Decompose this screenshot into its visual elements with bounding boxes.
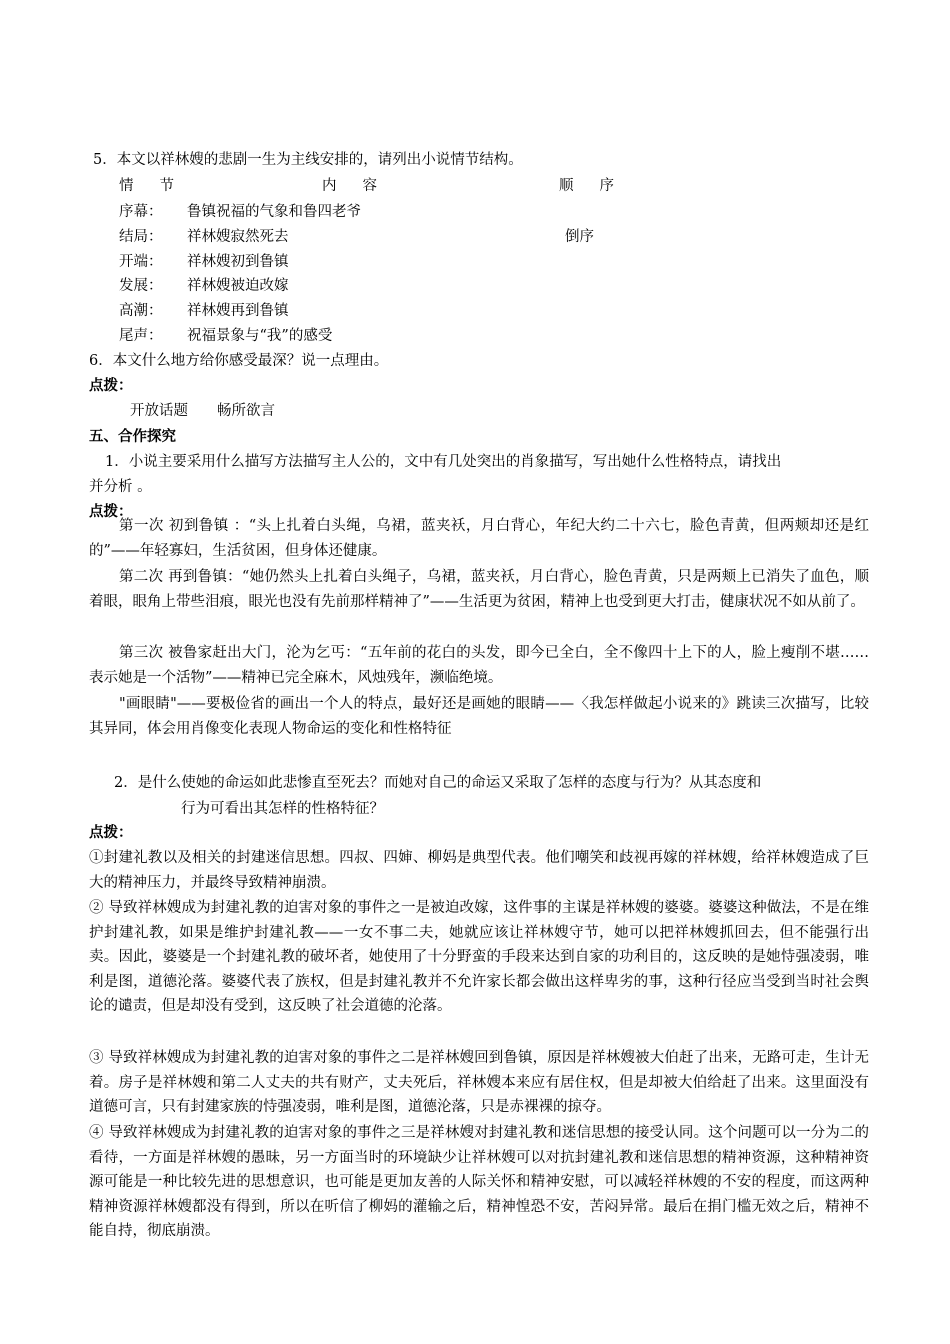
plot-label: 尾声：	[119, 328, 163, 344]
question-5: 5．本文以祥林嫂的悲剧一生为主线安排的，请列出小说情节结构。	[93, 152, 523, 168]
portrait-first: 第一次 初到鲁镇 ：“头上扎着白头绳，乌裙，蓝夹袄，月白背心，年纪大约二十六七，脸色青黄，但两颊却还是红的”——年轻寡妇，生活贫困，但身体还健康。	[89, 518, 869, 559]
portrait-third: 第三次 被鲁家赶出大门，沦为乞丐：“五年前的花白的头发，即今已全白，全不像四十上下的人，脸上瘦削不堪……表示她是一个活物”——精神已完全麻木，风烛残年，濒临绝境。	[89, 645, 869, 686]
portrait-second: 第二次 再到鲁镇：“她仍然头上扎着白头绳子，乌裙，蓝夹袄，月白背心，脸色青黄，只是两颊上已消失了血色，顺着眼，眼角上带些泪痕，眼光也没有先前那样精神了”——生活更为贫困，精神上也受到更大打击，健康状况不如从前了。	[89, 569, 869, 610]
question-5-1-line1: 1．小说主要采用什么描写方法描写主人公的，文中有几处突出的肖象描写，写出她什么性格特点，请找出	[105, 454, 782, 470]
plot-label: 结局：	[119, 229, 163, 245]
question-5-2-line2: 行为可看出其怎样的性格特征？	[181, 801, 384, 817]
hint-label: 点拨：	[89, 824, 133, 841]
hint-answer: 开放话题 畅所欲言	[130, 403, 275, 419]
answer-2: ② 导致祥林嫂成为封建礼教的迫害对象的事件之一是被迫改嫁，这件事的主谋是祥林嫂的婆婆。婆婆这种做法，不是在维护封建礼教，如果是维护封建礼教——一女不事二夫，她就应该让祥林嫂守节，她可以把祥林嫂抓回去，但不能强行出卖。因此，婆婆是一个封建礼教的破坏者，她使用了十分野蛮的手段来达到自家的功利目的，这反映的是她恃强凌弱，唯利是图，道德沦落。婆婆代表了族权，但是封建礼教并不允许家长都会做出这样卑劣的事，这种行径应当受到当时社会舆论的谴责，但是却没有受到，这反映了社会道德的沦落。	[89, 900, 869, 1015]
plot-content: 祥林嫂寂然死去	[187, 229, 289, 245]
plot-content: 鲁镇祝福的气象和鲁四老爷	[187, 204, 361, 220]
question-5-2-line1: 2．是什么使她的命运如此悲惨直至死去？而她对自己的命运又采取了怎样的态度与行为？从其态度和	[114, 775, 762, 791]
plot-content: 祥林嫂再到鲁镇	[187, 303, 289, 319]
question-5-1-line2: 并分析 。	[89, 479, 152, 495]
plot-content: 祝福景象与“我”的感受	[187, 328, 333, 344]
table-header-content: 内容	[322, 178, 403, 194]
plot-label: 开端：	[119, 254, 163, 270]
plot-label: 发展：	[119, 278, 163, 294]
table-header-order: 顺序	[559, 178, 640, 194]
answer-4: ④ 导致祥林嫂成为封建礼教的迫害对象的事件之三是祥林嫂对封建礼教和迷信思想的接受认同。这个问题可以一分为二的看待，一方面是祥林嫂的愚昧，另一方面当时的环境缺少让祥林嫂可以对抗封建礼教和迷信思想的精神资源，这种精神资源可能是一种比较先进的思想意识，也可能是更加友善的人际关怀和精神安慰，可以减轻祥林嫂的不安的程度，而这两种精神资源祥林嫂都没有得到，所以在听信了柳妈的灌输之后，精神惶恐不安，苦闷异常。最后在捐门槛无效之后，精神不能自持，彻底崩溃。	[89, 1125, 869, 1240]
answer-1: ①封建礼教以及相关的封建迷信思想。四叔、四婶、柳妈是典型代表。他们嘲笑和歧视再嫁的祥林嫂，给祥林嫂造成了巨大的精神压力，并最终导致精神崩溃。	[89, 850, 869, 891]
painting-eyes-note: "画眼睛"——要极俭省的画出一个人的特点，最好还是画她的眼睛——〈我怎样做起小说来的》跳读三次描写，比较其异同，体会用肖像变化表现人物命运的变化和性格特征	[89, 696, 869, 737]
table-header-plot: 情节	[119, 178, 200, 194]
question-6: 6．本文什么地方给你感受最深？说一点理由。	[89, 353, 389, 369]
answer-3: ③ 导致祥林嫂成为封建礼教的迫害对象的事件之二是祥林嫂回到鲁镇，原因是祥林嫂被大伯赶了出来，无路可走，生计无着。房子是祥林嫂和第二人丈夫的共有财产，丈夫死后，祥林嫂本来应有居住权，但是却被大伯给赶了出来。这里面没有道德可言，只有封建家族的恃强凌弱，唯利是图，道德沦落，只是赤裸裸的掠夺。	[89, 1050, 869, 1116]
section-heading: 五、合作探究	[89, 428, 176, 445]
hint-label: 点拨：	[89, 377, 133, 394]
plot-content: 祥林嫂初到鲁镇	[187, 254, 289, 270]
plot-label: 高潮：	[119, 303, 163, 319]
hint-label: 点拨：	[89, 503, 133, 520]
plot-label: 序幕：	[119, 204, 163, 220]
plot-content: 祥林嫂被迫改嫁	[187, 278, 289, 294]
plot-order: 倒序	[565, 229, 594, 245]
